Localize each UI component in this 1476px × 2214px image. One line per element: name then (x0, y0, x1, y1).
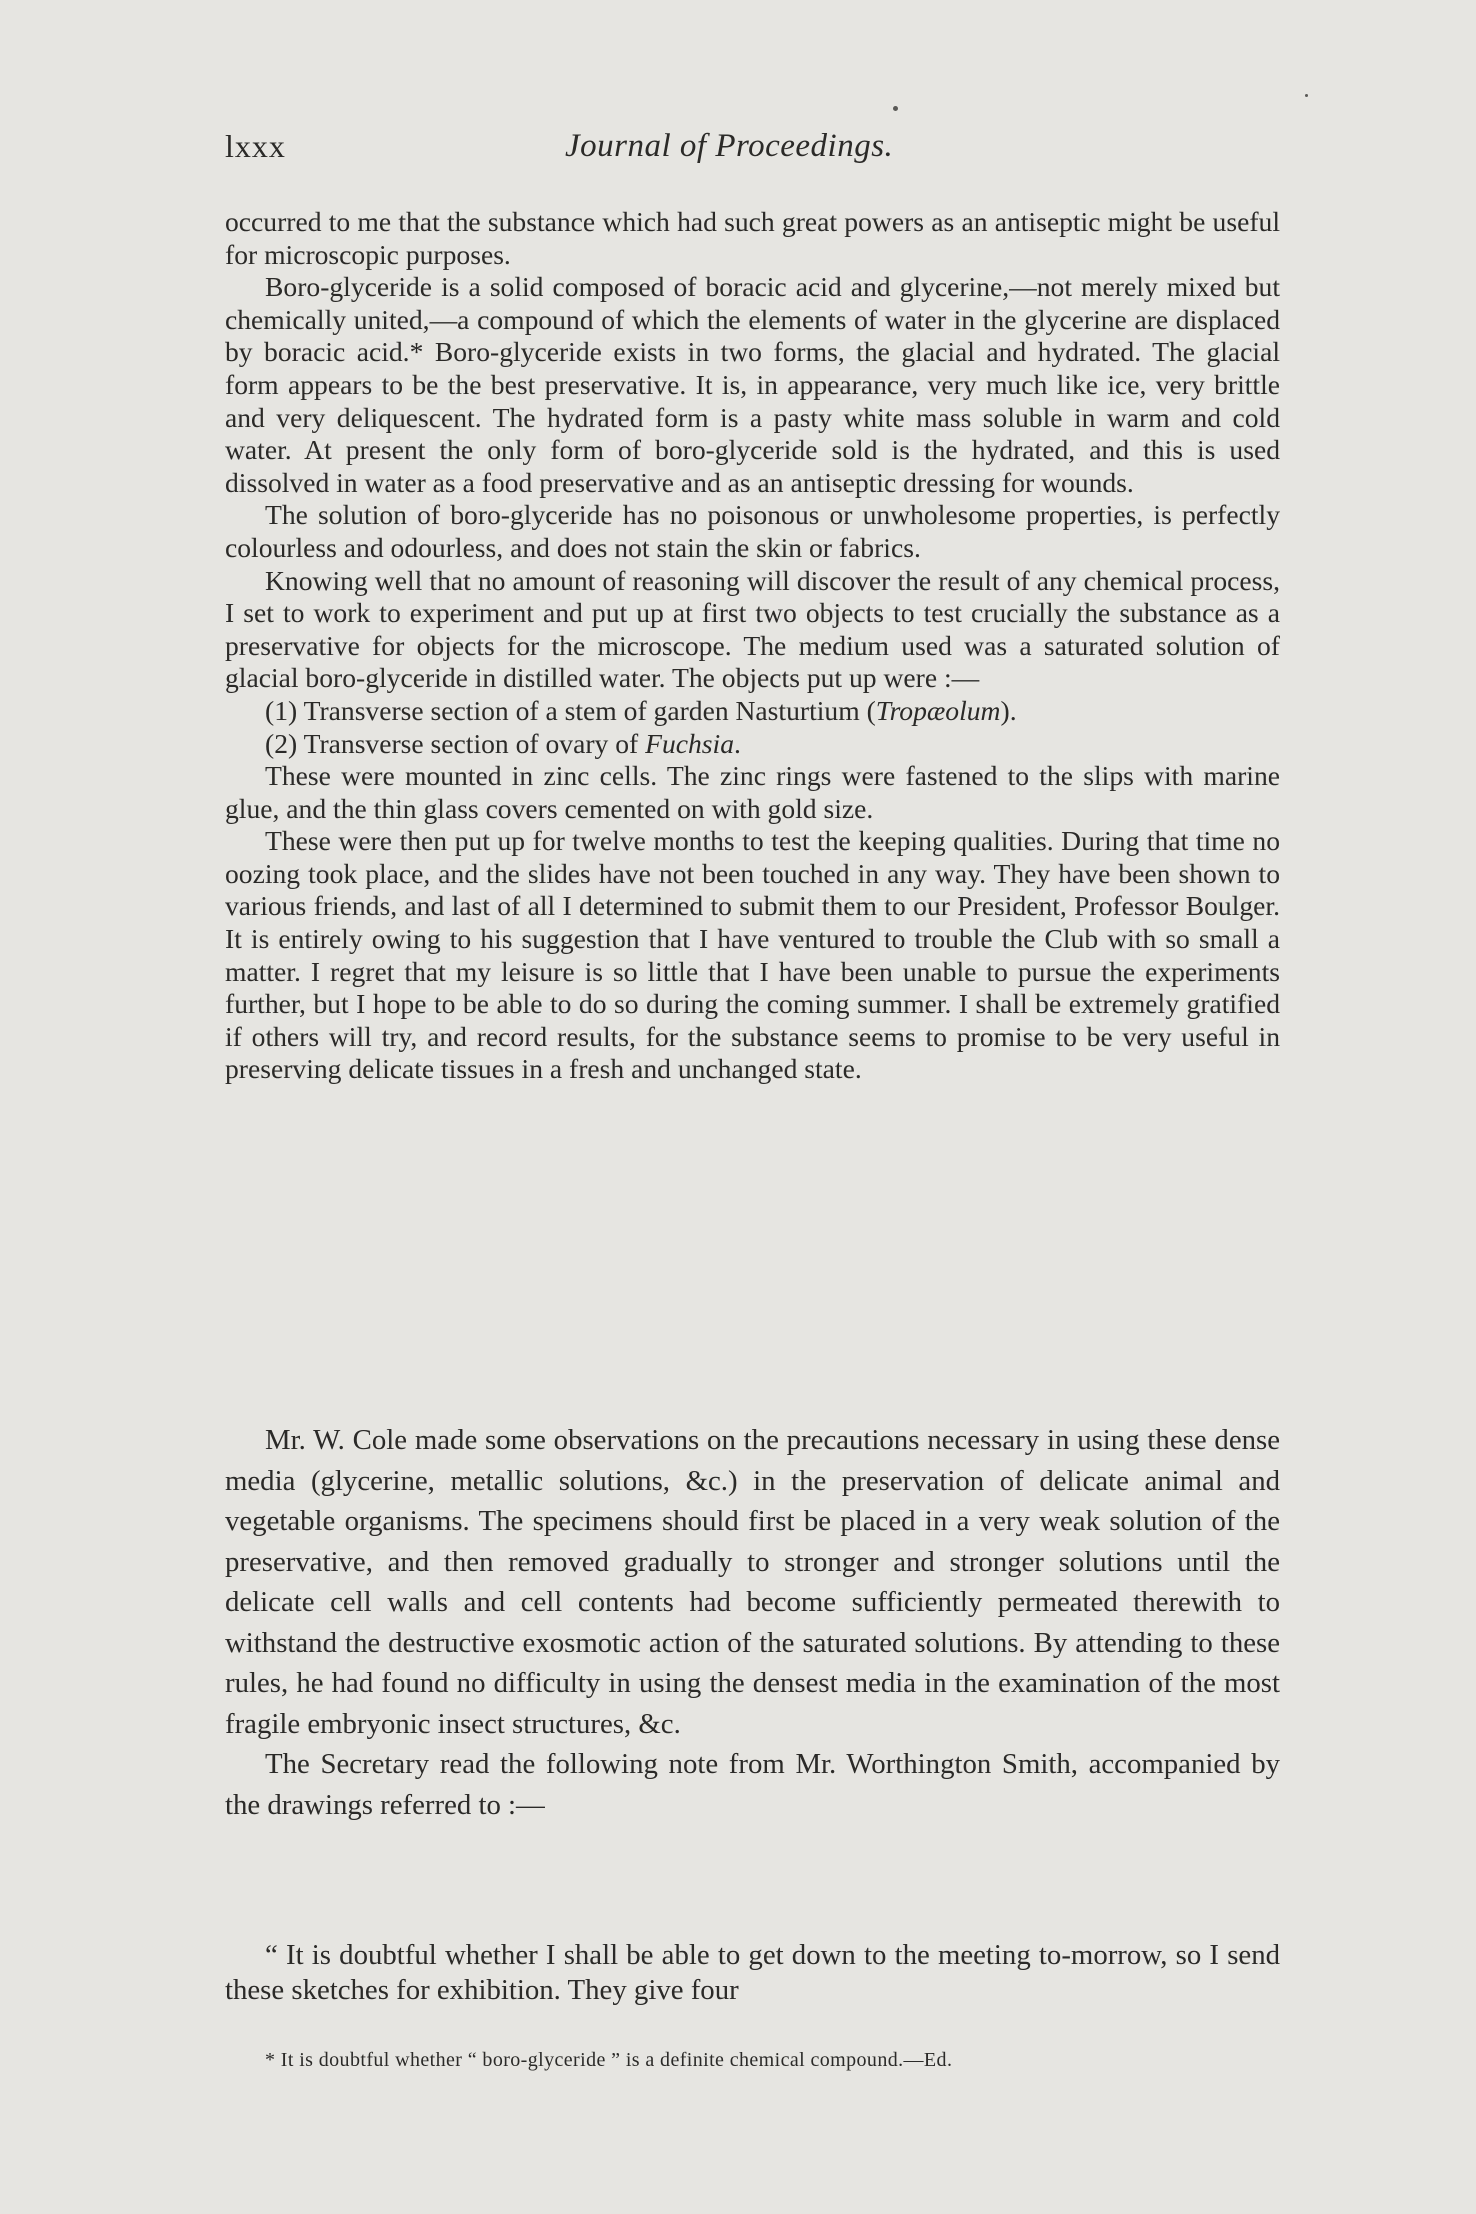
list-item (225, 728, 1280, 761)
paragraph: These were mounted in zinc cells. The zinc rings were fastened to the slips with marine glue, and the thin glass covers cemented on with gold size. (225, 760, 1280, 824)
running-title: Journal of Proceedings. (565, 128, 894, 164)
list-item-text: . (734, 727, 741, 759)
list-item-text: ). (1000, 694, 1017, 726)
list-item-italic: Fuchsia (645, 727, 735, 759)
list-item-italic: Tropæolum (875, 694, 1001, 726)
page-number: lxxx (225, 128, 286, 164)
page-header (225, 128, 1285, 172)
list-item-text: (1) Transverse section of a stem of garden Nasturtium ( (265, 694, 876, 726)
paragraph: Mr. W. Cole made some observations on the precautions necessary in using these dense media (glycerine, metallic solutions, &c.) in the preservation of delicate animal and vegetable organisms. The specimens should first be placed in a very weak solution of the preservative, and then removed gradually to stronger and stronger solutions until the delicate cell walls and cell contents had become sufficiently permeated therewith to withstand the destructive exosmotic action of the saturated solutions. By attending to these rules, he had found no difficulty in using the densest media in the examination of the most fragile embryonic insect structures, &c. (225, 1424, 1280, 1740)
footnote: * It is doubtful whether “ boro-glyceride ” is a definite chemical compound.—Ed. (265, 2049, 953, 2071)
print-speck (893, 106, 898, 111)
paragraph: Boro-glyceride is a solid composed of boracic acid and glycerine,—not merely mixed but chemically united,—a compound of which the elements of water in the glycerine are displaced by boracic acid.* Boro-glyceride exists in two forms, the glacial and hydrated. The glacial form appears to be the best preservative. It is, in appearance, very much like ice, very brittle and very deliquescent. The hydrated form is a pasty white mass soluble in warm and cold water. At present the only form of boro-glyceride sold is the hydrated, and this is used dissolved in water as a food preservative and as an antiseptic dressing for wounds. (225, 271, 1280, 498)
print-speck (1305, 94, 1308, 97)
paragraph: occurred to me that the substance which had such great powers as an antiseptic might be useful for microscopic purposes. (225, 206, 1280, 270)
quoted-letter (225, 1938, 1280, 2008)
paragraph: The solution of boro-glyceride has no poisonous or unwholesome properties, is perfectly colourless and odourless, and does not stain the skin or fabrics. (225, 499, 1280, 563)
proceedings-body (225, 1420, 1280, 1825)
article-body-small-print (225, 206, 1280, 1086)
list-item-text: (2) Transverse section of ovary of (265, 727, 646, 759)
list-item (225, 695, 1280, 728)
quote-paragraph: “ It is doubtful whether I shall be able to get down to the meeting to-morrow, so I send these sketches for exhibition. They give four (225, 1939, 1280, 2006)
paragraph: Knowing well that no amount of reasoning will discover the result of any chemical process, I set to work to experiment and put up at first two objects to test crucially the substance as a preservative for objects for the microscope. The medium used was a saturated solution of glacial boro-glyceride in distilled water. The objects put up were :— (225, 564, 1280, 694)
paragraph: The Secretary read the following note from Mr. Worthington Smith, accompanied by the drawings referred to :— (225, 1748, 1280, 1821)
paragraph: These were then put up for twelve months to test the keeping qualities. During that time no oozing took place, and the slides have not been touched in any way. They have been shown to various friends, and last of all I determined to submit them to our President, Professor Boulger. It is entirely owing to his suggestion that I have ventured to trouble the Club with so small a matter. I regret that my leisure is so little that I have been unable to pursue the experiments further, but I hope to be able to do so during the coming summer. I shall be extremely gratified if others will try, and record results, for the substance seems to promise to be very useful in preserving delicate tissues in a fresh and unchanged state. (225, 825, 1280, 1085)
